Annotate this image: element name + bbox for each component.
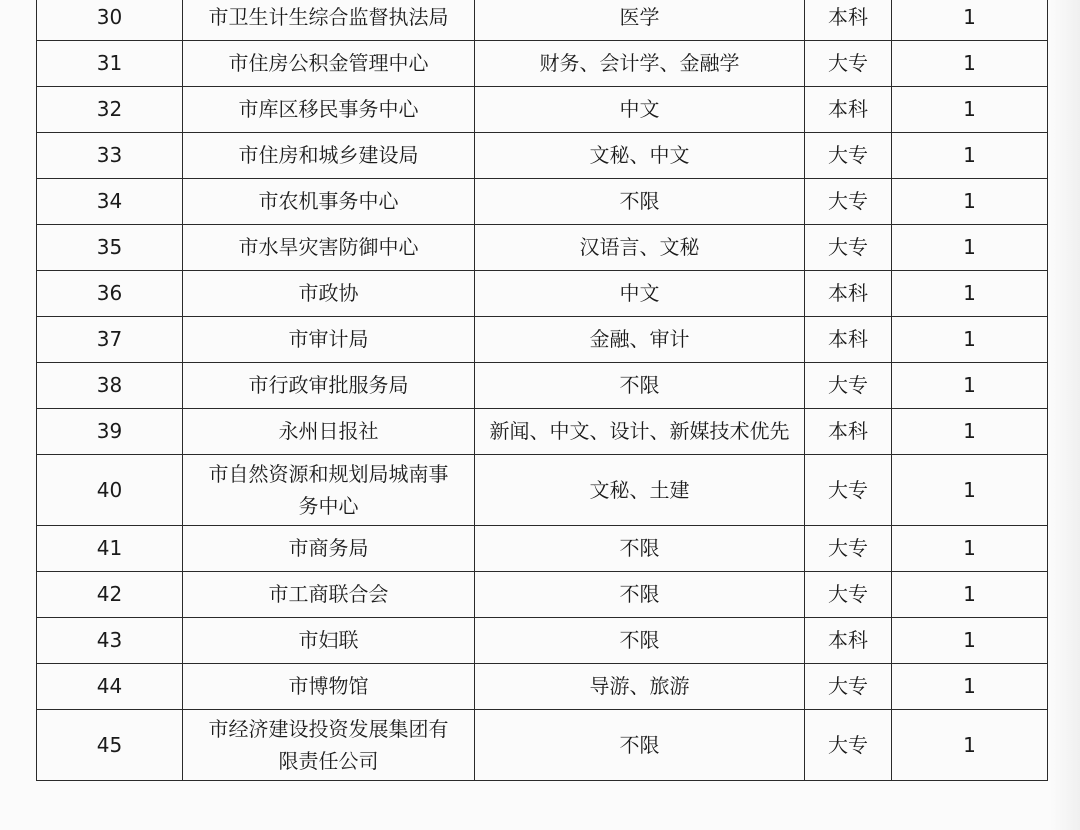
unit-name: 市审计局 [288, 327, 369, 351]
major-cell: 金融、审计 [475, 317, 805, 363]
unit-name-cell [183, 225, 475, 271]
page-fold-shadow [1050, 0, 1080, 830]
table-row [37, 572, 1048, 618]
major-cell: 不限 [475, 710, 805, 781]
education-cell: 大专 [805, 664, 892, 710]
major-cell: 不限 [475, 179, 805, 225]
row-number-cell: 33 [37, 133, 183, 179]
major-cell: 不限 [475, 363, 805, 409]
table-row [37, 179, 1048, 225]
row-number-cell: 38 [37, 363, 183, 409]
row-number-cell: 39 [37, 409, 183, 455]
major-cell: 不限 [475, 526, 805, 572]
unit-name-cell [183, 572, 475, 618]
table-row [37, 363, 1048, 409]
unit-name: 市经济建设投资发展集团有限责任公司 [208, 717, 449, 773]
major-cell: 医学 [475, 0, 805, 41]
count-cell: 1 [892, 409, 1048, 455]
unit-name: 永州日报社 [278, 419, 379, 443]
unit-name-cell [183, 526, 475, 572]
major-cell: 文秘、中文 [475, 133, 805, 179]
unit-name-cell [183, 710, 475, 781]
unit-name-cell [183, 271, 475, 317]
unit-name: 市商务局 [288, 536, 369, 560]
unit-name: 市卫生计生综合监督执法局 [208, 5, 449, 29]
count-cell: 1 [892, 526, 1048, 572]
row-number-cell: 42 [37, 572, 183, 618]
row-number-cell: 43 [37, 618, 183, 664]
table-row [37, 618, 1048, 664]
count-cell: 1 [892, 41, 1048, 87]
education-cell: 本科 [805, 317, 892, 363]
unit-name-cell [183, 133, 475, 179]
row-number-cell: 44 [37, 664, 183, 710]
unit-name: 市住房公积金管理中心 [228, 51, 429, 75]
major-cell: 不限 [475, 618, 805, 664]
major-cell: 财务、会计学、金融学 [475, 41, 805, 87]
count-cell: 1 [892, 317, 1048, 363]
unit-name: 市自然资源和规划局城南事务中心 [208, 462, 449, 518]
count-cell: 1 [892, 455, 1048, 526]
education-cell: 大专 [805, 710, 892, 781]
unit-name: 市工商联合会 [268, 582, 389, 606]
table-row [37, 409, 1048, 455]
unit-name-cell [183, 664, 475, 710]
count-cell: 1 [892, 363, 1048, 409]
education-cell: 本科 [805, 0, 892, 41]
table-row [37, 133, 1048, 179]
unit-name: 市水旱灾害防御中心 [238, 235, 419, 259]
major-cell: 新闻、中文、设计、新媒技术优先 [475, 409, 805, 455]
count-cell: 1 [892, 0, 1048, 41]
count-cell: 1 [892, 179, 1048, 225]
count-cell: 1 [892, 710, 1048, 781]
row-number-cell: 41 [37, 526, 183, 572]
unit-name-cell [183, 87, 475, 133]
table-row [37, 664, 1048, 710]
table-row [37, 317, 1048, 363]
table-row [37, 271, 1048, 317]
major-cell: 中文 [475, 87, 805, 133]
count-cell: 1 [892, 618, 1048, 664]
education-cell: 本科 [805, 87, 892, 133]
table-row [37, 526, 1048, 572]
education-cell: 大专 [805, 179, 892, 225]
table-row [37, 41, 1048, 87]
count-cell: 1 [892, 87, 1048, 133]
unit-name: 市妇联 [298, 628, 359, 652]
count-cell: 1 [892, 572, 1048, 618]
unit-name-cell [183, 409, 475, 455]
row-number-cell: 34 [37, 179, 183, 225]
major-cell: 不限 [475, 572, 805, 618]
unit-name-cell [183, 317, 475, 363]
education-cell: 本科 [805, 271, 892, 317]
table-row [37, 455, 1048, 526]
education-cell: 大专 [805, 363, 892, 409]
education-cell: 大专 [805, 526, 892, 572]
row-number-cell: 36 [37, 271, 183, 317]
row-number-cell: 30 [37, 0, 183, 41]
table-row [37, 87, 1048, 133]
unit-name-cell [183, 455, 475, 526]
row-number-cell: 31 [37, 41, 183, 87]
education-cell: 大专 [805, 455, 892, 526]
unit-name: 市住房和城乡建设局 [238, 143, 419, 167]
unit-name: 市农机事务中心 [258, 189, 399, 213]
row-number-cell: 32 [37, 87, 183, 133]
education-cell: 大专 [805, 225, 892, 271]
table-row [37, 710, 1048, 781]
row-number-cell: 40 [37, 455, 183, 526]
unit-name-cell [183, 41, 475, 87]
unit-name-cell [183, 179, 475, 225]
count-cell: 1 [892, 225, 1048, 271]
unit-name: 市博物馆 [288, 674, 369, 698]
count-cell: 1 [892, 133, 1048, 179]
major-cell: 中文 [475, 271, 805, 317]
education-cell: 本科 [805, 409, 892, 455]
row-number-cell: 45 [37, 710, 183, 781]
unit-name: 市政协 [298, 281, 359, 305]
count-cell: 1 [892, 664, 1048, 710]
count-cell: 1 [892, 271, 1048, 317]
unit-name: 市行政审批服务局 [248, 373, 409, 397]
unit-name-cell [183, 363, 475, 409]
education-cell: 大专 [805, 41, 892, 87]
education-cell: 大专 [805, 572, 892, 618]
major-cell: 导游、旅游 [475, 664, 805, 710]
unit-name-cell [183, 618, 475, 664]
major-cell: 文秘、土建 [475, 455, 805, 526]
table-row [37, 0, 1048, 41]
education-cell: 大专 [805, 133, 892, 179]
unit-name: 市库区移民事务中心 [238, 97, 419, 121]
table-row [37, 225, 1048, 271]
education-cell: 本科 [805, 618, 892, 664]
row-number-cell: 35 [37, 225, 183, 271]
unit-name-cell [183, 0, 475, 41]
row-number-cell: 37 [37, 317, 183, 363]
major-cell: 汉语言、文秘 [475, 225, 805, 271]
recruitment-table [36, 0, 1048, 781]
